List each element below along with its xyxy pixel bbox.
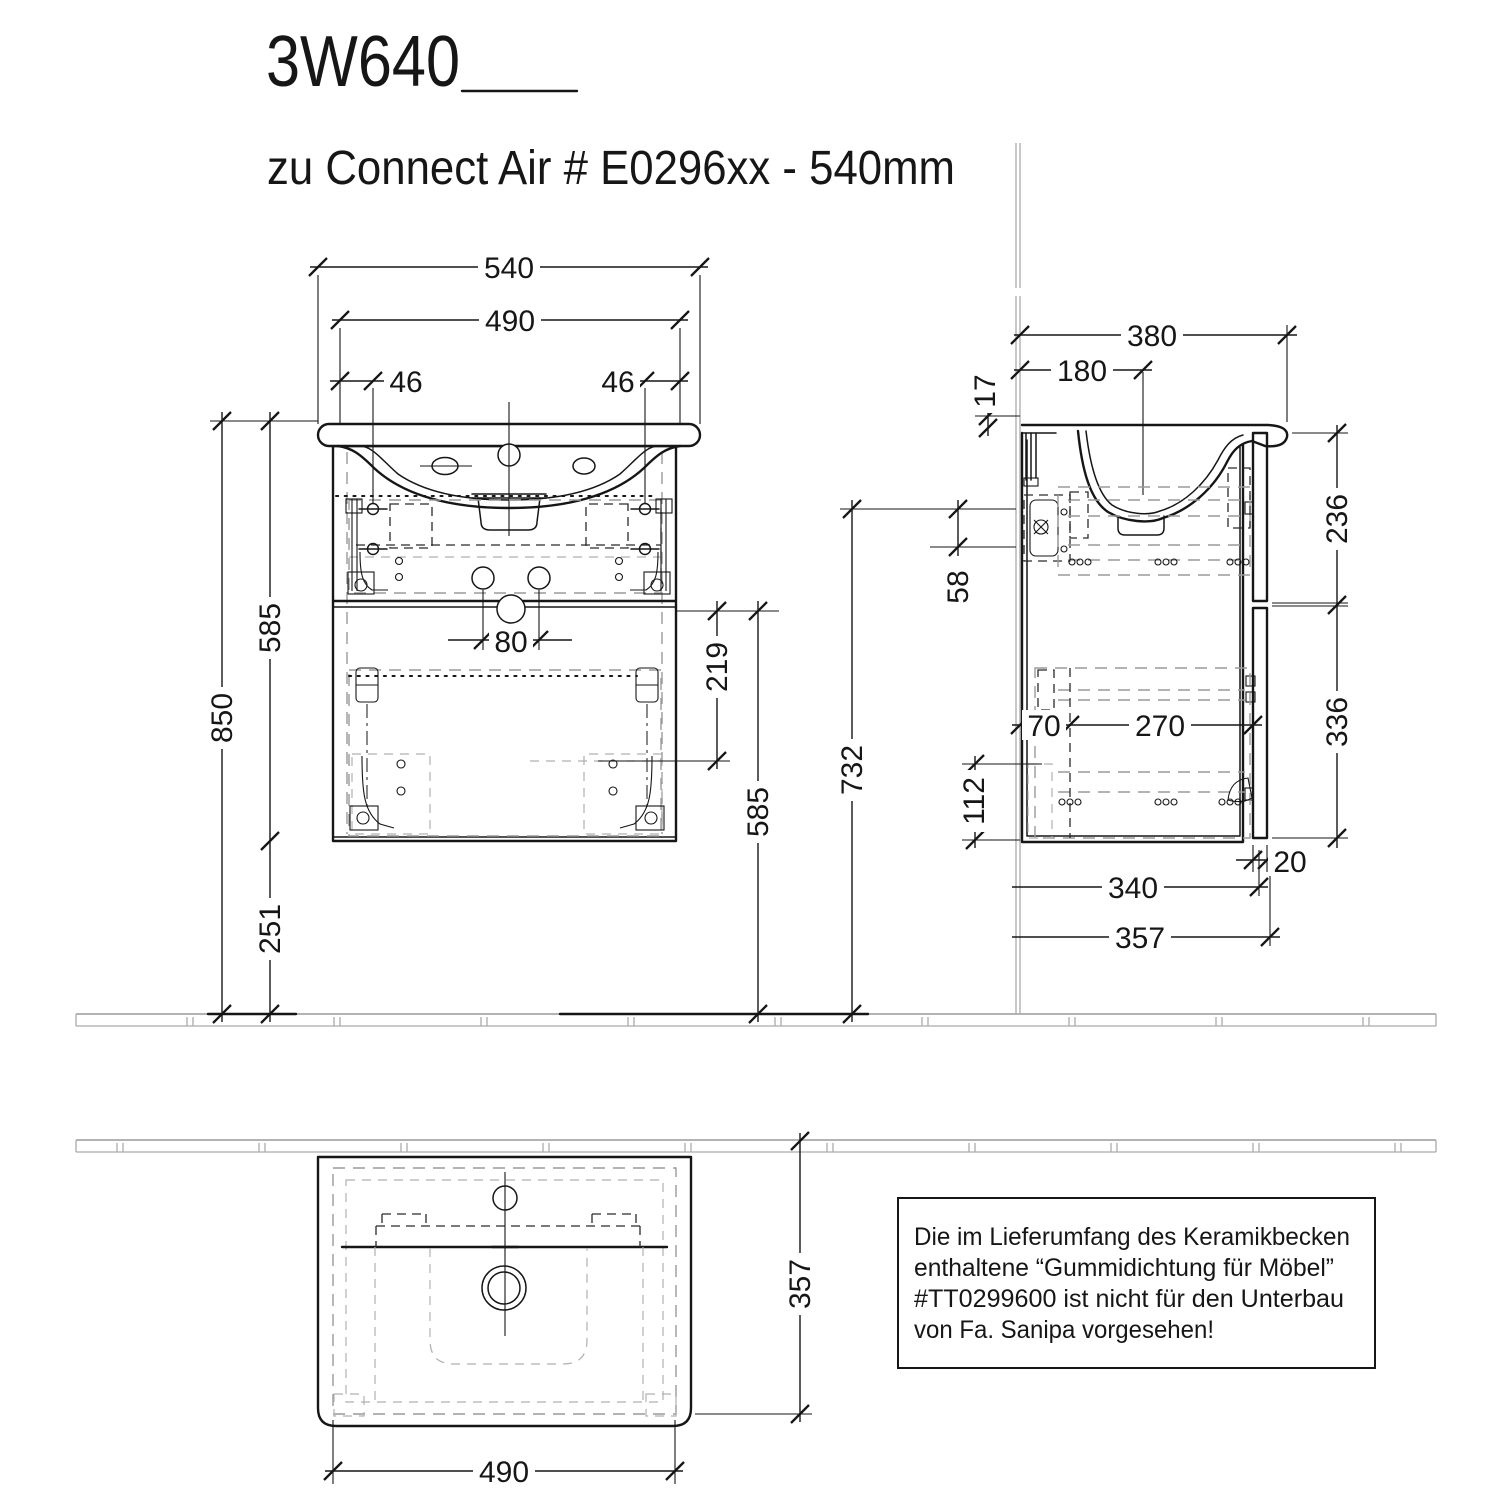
page-title: 3W640 — [266, 22, 460, 102]
lower-drawer-side — [1028, 668, 1252, 838]
dim-drawer-inner-height: 219 — [701, 641, 734, 693]
handle-hole — [497, 595, 525, 623]
floor-tiles-lower — [76, 1140, 1436, 1152]
drawer-front-top-panel — [1253, 433, 1267, 601]
dim-siphon-height: 112 — [958, 777, 991, 825]
note-line-4: von Fa. Sanipa vorgesehen! — [914, 1316, 1214, 1344]
dim-offset-left: 46 — [389, 366, 423, 399]
plan-view — [318, 1157, 691, 1426]
dim-front-to-floor: 732 — [836, 744, 869, 796]
dim-lower-height: 585 — [742, 786, 775, 838]
dim-offset-right: 46 — [601, 366, 635, 399]
fixing-hole-right — [528, 567, 550, 589]
dim-rim-thickness: 17 — [969, 374, 1002, 408]
title-block — [266, 22, 955, 195]
note-line-2: enthaltene “Gummidichtung für Möbel” — [914, 1254, 1334, 1282]
page-subtitle: zu Connect Air # E0296xx - 540mm — [267, 142, 955, 195]
dim-total-height: 850 — [206, 692, 239, 744]
dim-back-offset: 70 — [1027, 710, 1061, 743]
dim-plan-width: 490 — [478, 1456, 530, 1489]
dim-floor-clearance: 251 — [254, 903, 287, 955]
dim-plan-depth: 357 — [784, 1258, 817, 1310]
dim-cabinet-width: 490 — [484, 305, 536, 338]
dim-hole-spacing: 80 — [494, 626, 528, 659]
dim-total-depth: 357 — [1114, 922, 1166, 955]
dim-tap-depth: 180 — [1056, 355, 1108, 388]
dim-drawer-depth: 270 — [1134, 710, 1186, 743]
note-line-3: #TT0299600 ist nicht für den Unterbau — [914, 1285, 1344, 1313]
dim-front-bottom-height: 336 — [1321, 696, 1354, 748]
fixing-hole-left — [472, 567, 494, 589]
dim-body-depth: 340 — [1107, 872, 1159, 905]
dim-depth: 380 — [1126, 320, 1178, 353]
siphon-cutout — [1028, 764, 1052, 838]
dim-top-width: 540 — [483, 252, 535, 285]
wall-line — [1016, 143, 1020, 1014]
note-line-1: Die im Lieferumfang des Keramikbecken — [914, 1223, 1350, 1251]
front-view — [318, 402, 700, 841]
wall-bracket — [1024, 495, 1070, 561]
dim-front-top-height: 236 — [1321, 493, 1354, 545]
dim-panel-thickness: 20 — [1273, 846, 1307, 879]
dim-top-gap: 58 — [942, 570, 975, 604]
side-view — [1022, 372, 1287, 842]
note-box — [898, 1198, 1375, 1368]
dim-cabinet-height: 585 — [254, 602, 287, 654]
